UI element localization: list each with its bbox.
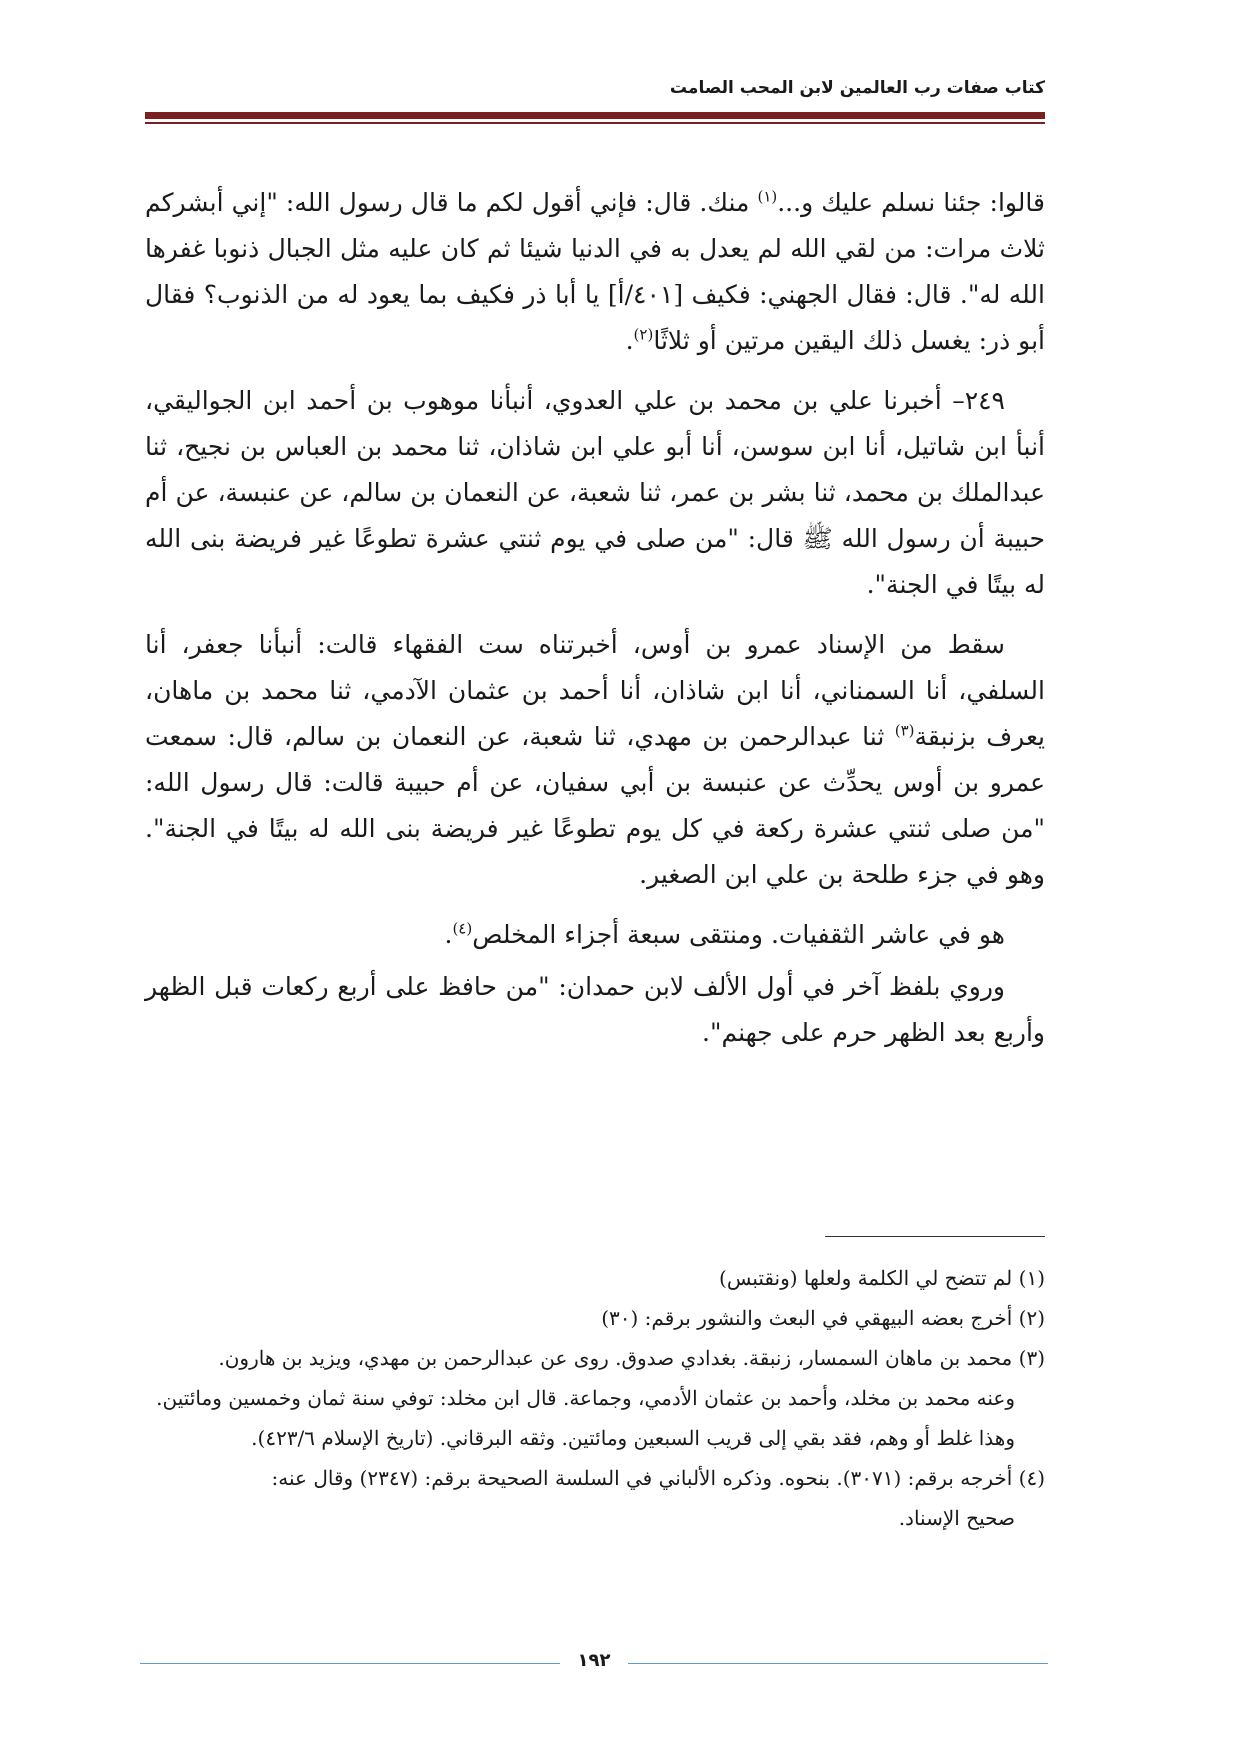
footnote-ref-1[interactable]: (١) [757, 187, 778, 206]
footnote-4-line-2: صحيح الإسناد. [898, 1506, 1015, 1530]
footnote-ref-4[interactable]: (٤) [452, 919, 473, 938]
main-text [145, 180, 1045, 1070]
footnote-4: (٤) أخرجه برقم: (٣٠٧١). بنحوه. وذكره الألباني في السلسة الصحيحة برقم: (٢٣٤٧) وقال عنه: [271, 1466, 1045, 1490]
header-rule [145, 112, 1045, 119]
paragraph-5: وروي بلفظ آخر في أول الألف لابن حمدان: "من حافظ على أربع ركعات قبل الظهر وأربع بعد الظهر حرم على جهنم". [145, 972, 1045, 1047]
footnote-3: (٣) محمد بن ماهان السمسار، زنبقة. بغدادي صدوق. روى عن عبدالرحمن بن مهدي، ويزيد بن هارون. [218, 1346, 1045, 1370]
paragraph-1: قالوا: جئنا نسلم عليك و...$^{(١)}$ منك. قال: فإني أقول لكم ما قال رسول الله: "إني أبشركم ثلاث مرات: من لقي الله لم يعدل به في الدنيا شيئا ثم كان عليه مثل الجبال ذنوبا غفرها الله له". قال: فقال الجهني: فكيف [٤٠١/أ] يا أبا ذر فكيف بما يعود له من الذنوب؟ فقال أبو ذر: يغسل ذلك اليقين مرتين أو ثلاثًا$^{(٢)}$. [145, 187, 1045, 355]
paragraph-249: ٢٤٩– أخبرنا علي بن محمد بن علي العدوي، أنبأنا موهوب بن أحمد ابن الجواليقي، أنبأ ابن شاتيل، أنا ابن سوسن، أنا أبو علي ابن شاذان، ثنا محمد بن العباس بن نجيح، ثنا عبدالملك بن محمد، ثنا بشر بن عمر، ثنا شعبة، عن النعمان بن سالم، عن عنبسة، عن أم حبيبة أن رسول الله ﷺ قال: "من صلى في يوم ثنتي عشرة تطوعًا غير فريضة بنى الله له بيتًا في الجنة". [145, 386, 1045, 599]
footnote-ref-3[interactable]: (٣) [894, 721, 915, 740]
paragraph-4: هو في عاشر الثقفيات. ومنتقى سبعة أجزاء المخلص$^{(٤)}$. [444, 919, 1005, 949]
header-rule-thin [145, 122, 1045, 124]
footnotes [145, 1258, 1045, 1538]
running-header: كتاب صفات رب العالمين لابن المحب الصامت [669, 78, 1045, 98]
footnote-ref-2[interactable]: (٢) [633, 325, 654, 344]
footnote-3-line-2: وعنه محمد بن مخلد، وأحمد بن عثمان الأدمي، وجماعة. قال ابن مخلد: توفي سنة ثمان وخمسين ومائتين. [156, 1386, 1015, 1410]
footnote-3-line-3: وهذا غلط أو وهم، فقد بقي إلى قريب السبعين ومائتين. وثقه البرقاني. (تاريخ الإسلام ٤٢٣/٦). [251, 1426, 1015, 1450]
footnote-separator [825, 1236, 1045, 1237]
footnote-1: (١) لم تتضح لي الكلمة ولعلها (ونقتبس) [719, 1266, 1045, 1290]
footnote-2: (٢) أخرج بعضه البيهقي في البعث والنشور برقم: (٣٠) [601, 1306, 1045, 1330]
page-number: ١٩٢ [577, 1650, 611, 1671]
footer-rule-right [628, 1663, 1048, 1664]
footer-rule-left [140, 1663, 560, 1664]
paragraph-3: سقط من الإسناد عمرو بن أوس، أخبرتناه ست الفقهاء قالت: أنبأنا جعفر، أنا السلفي، أنا السمناني، أنا ابن شاذان، أنا أحمد بن عثمان الآدمي، ثنا محمد بن ماهان، يعرف بزنبقة$^{(٣)}$ ثنا عبدالرحمن بن مهدي، ثنا شعبة، عن النعمان بن سالم، قال: سمعت عمرو بن أوس يحدِّث عن عنبسة بن أبي سفيان، عن أم حبيبة قالت: قال رسول الله: "من صلى ثنتي عشرة ركعة في كل يوم تطوعًا غير فريضة بنى الله له بيتًا في الجنة". وهو في جزء طلحة بن علي ابن الصغير. [145, 630, 1045, 889]
